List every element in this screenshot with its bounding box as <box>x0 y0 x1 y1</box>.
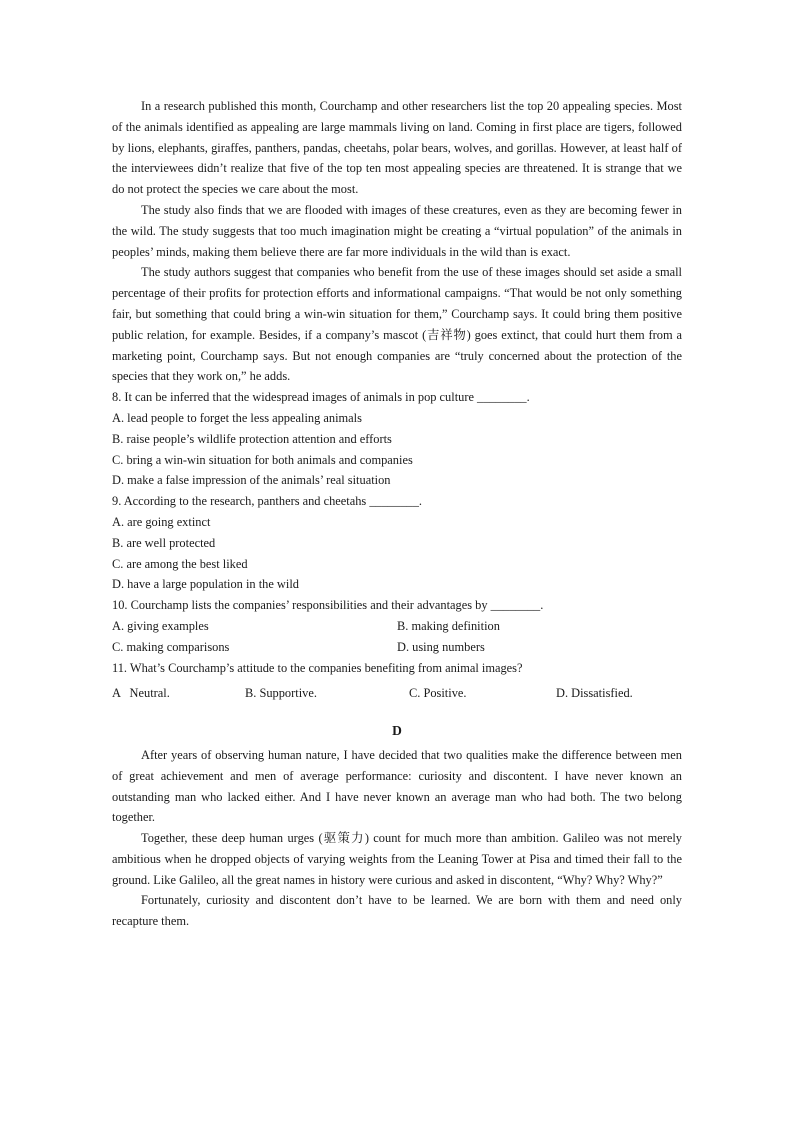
question-9-stem: 9. According to the research, panthers and cheetahs ________. <box>112 494 423 509</box>
question-9-option-b: B. are well protected <box>112 535 216 550</box>
question-10-option-a: A. giving examples <box>112 618 209 633</box>
passage-d-paragraph-1: After years of observing human nature, I have decided that two qualities make the difference between men of great achievement and men of average performance: curiosity and discontent. I have never known an outstanding man who lacked either. And I have never known an average man who had both. The two belong together. <box>112 747 682 825</box>
passage-d-paragraph-2: Together, these deep human urges (驱策力) count for much more than ambition. Galileo was not merely ambitious when he dropped objects of varying weights from the Leaning Tower at Pisa and timed their fall to the ground. Like Galileo, all the great names in history were curious and asked in discontent, “Why? Why? Why?” <box>112 831 682 887</box>
question-11-option-c: C. Positive. <box>409 686 467 701</box>
question-9-option-a: A. are going extinct <box>112 514 211 529</box>
passage-d-paragraph-3: Fortunately, curiosity and discontent don’t have to be learned. We are born with them and need only recapture them. <box>112 893 682 929</box>
question-11-option-a: A Neutral. <box>112 686 170 701</box>
question-10-options-row-1 <box>112 616 682 637</box>
question-9-option-c: C. are among the best liked <box>112 556 248 571</box>
question-8-option-d: D. make a false impression of the animals’ real situation <box>112 473 391 488</box>
question-8-stem: 8. It can be inferred that the widespread images of animals in pop culture ________. <box>112 390 530 405</box>
question-8-option-c: C. bring a win-win situation for both animals and companies <box>112 452 413 467</box>
question-10-option-d: D. using numbers <box>397 639 485 654</box>
question-10-option-b: B. making definition <box>397 618 500 633</box>
question-8-option-a: A. lead people to forget the less appealing animals <box>112 410 362 425</box>
question-10-options-row-2 <box>112 637 682 658</box>
section-d-title: D <box>392 723 402 739</box>
passage-c-paragraph-2: The study also finds that we are flooded with images of these creatures, even as they are becoming fewer in the wild. The study suggests that too much imagination might be creating a “virtual population” of the animals in peoples’ minds, making them believe there are far more individuals in the wild than is exact. <box>112 202 682 259</box>
passage-c-paragraph-1: In a research published this month, Courchamp and other researchers list the top 20 appealing species. Most of the animals identified as appealing are large mammals living on land. Coming in first place are tigers, followed by lions, elephants, giraffes, panthers, pandas, cheetahs, polar bears, wolves, and gorillas. However, at least half of the interviewees didn’t realize that five of the top ten most appealing species are threatened. It is strange that we do not protect the species we care about the most. <box>112 99 682 197</box>
question-9-option-d: D. have a large population in the wild <box>112 577 299 592</box>
question-11-option-b: B. Supportive. <box>245 686 317 701</box>
question-10-option-c: C. making comparisons <box>112 639 230 654</box>
document-page <box>112 96 682 932</box>
question-10-stem: 10. Courchamp lists the companies’ responsibilities and their advantages by ________. <box>112 598 544 613</box>
question-8-option-b: B. raise people’s wildlife protection attention and efforts <box>112 431 392 446</box>
question-11-options-row <box>112 683 682 704</box>
question-11-option-d: D. Dissatisfied. <box>556 686 633 701</box>
passage-c-paragraph-3: The study authors suggest that companies who benefit from the use of these images should set aside a small percentage of their profits for protection efforts and informational campaigns. “That would be not only something fair, but something that could bring a win-win situation for them,” Courchamp says. It could bring them positive public relation, for example. Besides, if a company’s mascot (吉祥物) goes extinct, that could hurt them from a marketing point, Courchamp says. But not enough companies are “truly concerned about the protection of the species that they work on,” he adds. <box>112 265 682 384</box>
question-11-stem: 11. What’s Courchamp’s attitude to the companies benefiting from animal images? <box>112 660 523 675</box>
